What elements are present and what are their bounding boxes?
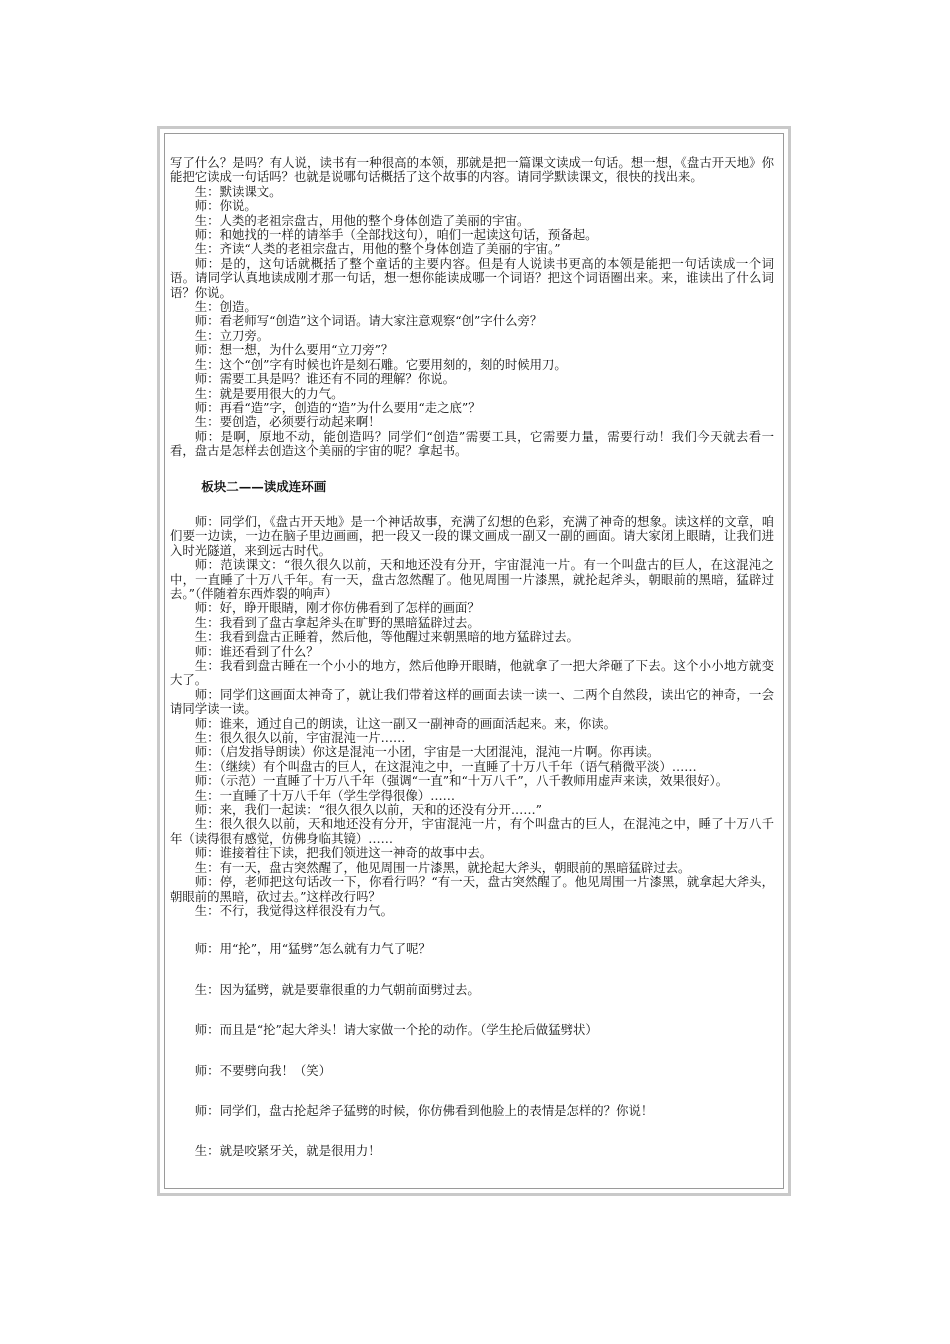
dialogue-line: 生：（继续）有个叫盘古的巨人，在这混沌之中，一直睡了十万八千年（语气稍微平淡）…… xyxy=(194,758,697,774)
dialogue-line: 师：用“抡”，用“猛劈”怎么就有力气了呢？ xyxy=(194,941,431,957)
dialogue-line: 生：就是咬紧牙关，就是很用力！ xyxy=(194,1143,381,1159)
dialogue-line: 师：同学们，盘古抡起斧子猛劈的时候，你仿佛看到他脸上的表情是怎样的？你说！ xyxy=(194,1102,654,1118)
dialogue-line: 师：好，睁开眼睛，刚才你仿佛看到了怎样的画面？ xyxy=(194,600,480,616)
dialogue-line: 生：创造。 xyxy=(194,299,257,315)
dialogue-line: 生：立刀旁。 xyxy=(194,327,270,343)
dialogue-line: 生：因为猛劈，就是要靠很重的力气朝前面劈过去。 xyxy=(194,981,480,997)
section-one xyxy=(170,156,774,459)
dialogue-line: 生：不行，我觉得这样很没有力气。 xyxy=(194,902,394,918)
dialogue-line: 师：谁接着往下读，把我们领进这一神奇的故事中去。 xyxy=(194,845,493,861)
dialogue-line: 生：很久很久以前，宇宙混沌一片…… xyxy=(194,730,406,746)
dialogue-line: 师：谁来，通过自己的朗读，让这一副又一副神奇的画面活起来。来，你读。 xyxy=(194,715,617,731)
dialogue-line: 写了什么？是吗？有人说，读书有一种很高的本领，那就是把一篇课文读成一句话。想一想，《盘古开天地》你能把它读成一句话吗？也就是说哪句话概括了这个故事的内容。请同学默读课文，很快的找出来。 xyxy=(170,155,774,185)
dialogue-line: 生：这个“创”字有时候也许是刻石雕。它要用刻的，刻的时候用刀。 xyxy=(194,356,567,372)
dialogue-line: 生：一直睡了十万八千年（学生学得很像）…… xyxy=(194,787,455,803)
dialogue-line: 生：齐读“人类的老祖宗盘古，用他的整个身体创造了美丽的宇宙。” xyxy=(194,241,561,257)
dialogue-line: 师：是的，这句话就概括了整个童话的主要内容。但是有人说读书更高的本领是能把一句话读成一个词语。请同学认真地读成刚才那一句话，想一想你能读成哪一个词语？把这个词语圈出来。来，谁读出了什么词语？你说。 xyxy=(170,255,774,300)
dialogue-line: 生：默读课文。 xyxy=(194,183,282,199)
dialogue-line: 师：范读课文：“很久很久以前，天和地还没有分开，宇宙混沌一片。有一个叫盘古的巨人，在这混沌之中，一直睡了十万八千年。有一天，盘古忽然醒了。他见周围一片漆黑，就抡起斧头，朝眼前的黑暗，猛辟过去。”（伴随着东西炸裂的响声） xyxy=(170,557,774,601)
dialogue-line: 师：你说。 xyxy=(194,198,257,214)
dialogue-line: 师：同学们，《盘古开天地》是一个神话故事，充满了幻想的色彩，充满了神奇的想象。读这样的文章，咱们要一边读，一边在脑子里边画画，把一段又一段的课文画成一副又一副的画面。请大家闭上眼睛，让我们进入时光隧道，来到远古时代。 xyxy=(170,513,774,558)
document-frame xyxy=(157,126,791,1196)
dialogue-line: 生：我看到盘古正睡着，然后他，等他醒过来朝黑暗的地方猛辟过去。 xyxy=(194,629,579,645)
dialogue-line: 师：谁还看到了什么？ xyxy=(194,643,319,659)
dialogue-line: 生：我看到盘古睡在一个小小的地方，然后他睁开眼睛，他就拿了一把大斧砸了下去。这个小小地方就变大了。 xyxy=(170,658,774,688)
dialogue-line: 师：而且是“抡”起大斧头！请大家做一个抡的动作。（学生抡后做猛劈状） xyxy=(194,1022,598,1038)
section-heading: 板块二——读成连环画 xyxy=(201,478,327,494)
dialogue-line: 生：要创造，必须要行动起来啊！ xyxy=(194,414,381,430)
dialogue-line: 师：想一想，为什么要用“立刀旁”？ xyxy=(194,342,394,358)
dialogue-line: 生：就是要用很大的力气。 xyxy=(194,385,344,401)
section-three xyxy=(170,942,774,1158)
dialogue-line: 师：看老师写“创造”这个词语。请大家注意观察“创”字什么旁？ xyxy=(194,313,543,329)
dialogue-line: 生：我看到了盘古拿起斧头在旷野的黑暗猛辟过去。 xyxy=(194,614,480,630)
dialogue-line: 师：同学们这画面太神奇了，就让我们带着这样的画面去读一读一、二两个自然段，读出它的神奇，一会请同学读一读。 xyxy=(170,686,774,717)
dialogue-line: 师：不要劈向我！（笑） xyxy=(194,1062,332,1078)
dialogue-line: 师：（示范）一直睡了十万八千年（强调“一直”和“十万八千”，八千教师用虚声来读，效果很好）。 xyxy=(194,773,729,789)
document-content xyxy=(170,156,774,1159)
dialogue-line: 师：和她找的一样的请举手（全部找这句），咱们一起读这句话，预备起。 xyxy=(194,227,598,243)
dialogue-line: 师：来，我们一起读：“很久很久以前，天和的还没有分开……” xyxy=(194,802,543,818)
dialogue-line: 师：再看“造”字，创造的“造”为什么要用“走之底”？ xyxy=(194,399,481,415)
dialogue-line: 师：需要工具是吗？谁还有不同的理解？你说。 xyxy=(194,371,455,387)
dialogue-line: 师：停，老师把这句话改一下，你看行吗？“有一天，盘古突然醒了。他见周围一片漆黑，就拿起大斧头，朝眼前的黑暗，砍过去。”这样改行吗？ xyxy=(170,874,774,904)
dialogue-line: 师：（启发指导朗读）你这是混沌一小团，宇宙是一大团混沌，混沌一片啊。你再读。 xyxy=(194,744,660,760)
dialogue-line: 生：人类的老祖宗盘古，用他的整个身体创造了美丽的宇宙。 xyxy=(194,212,530,228)
section-two xyxy=(170,515,774,918)
dialogue-line: 师：是啊，原地不动，能创造吗？同学们“创造”需要工具，它需要力量，需要行动！我们今天就去看一看，盘古是怎样去创造这个美丽的宇宙的呢？拿起书。 xyxy=(170,428,774,459)
dialogue-line: 生：有一天，盘古突然醒了，他见周围一片漆黑，就抡起大斧头，朝眼前的黑暗猛辟过去。 xyxy=(194,859,691,875)
dialogue-line: 生：很久很久以前，天和地还没有分开，宇宙混沌一片，有个叫盘古的巨人，在混沌之中，睡了十万八千年（读得很有感觉，仿佛身临其镜）…… xyxy=(170,816,774,846)
